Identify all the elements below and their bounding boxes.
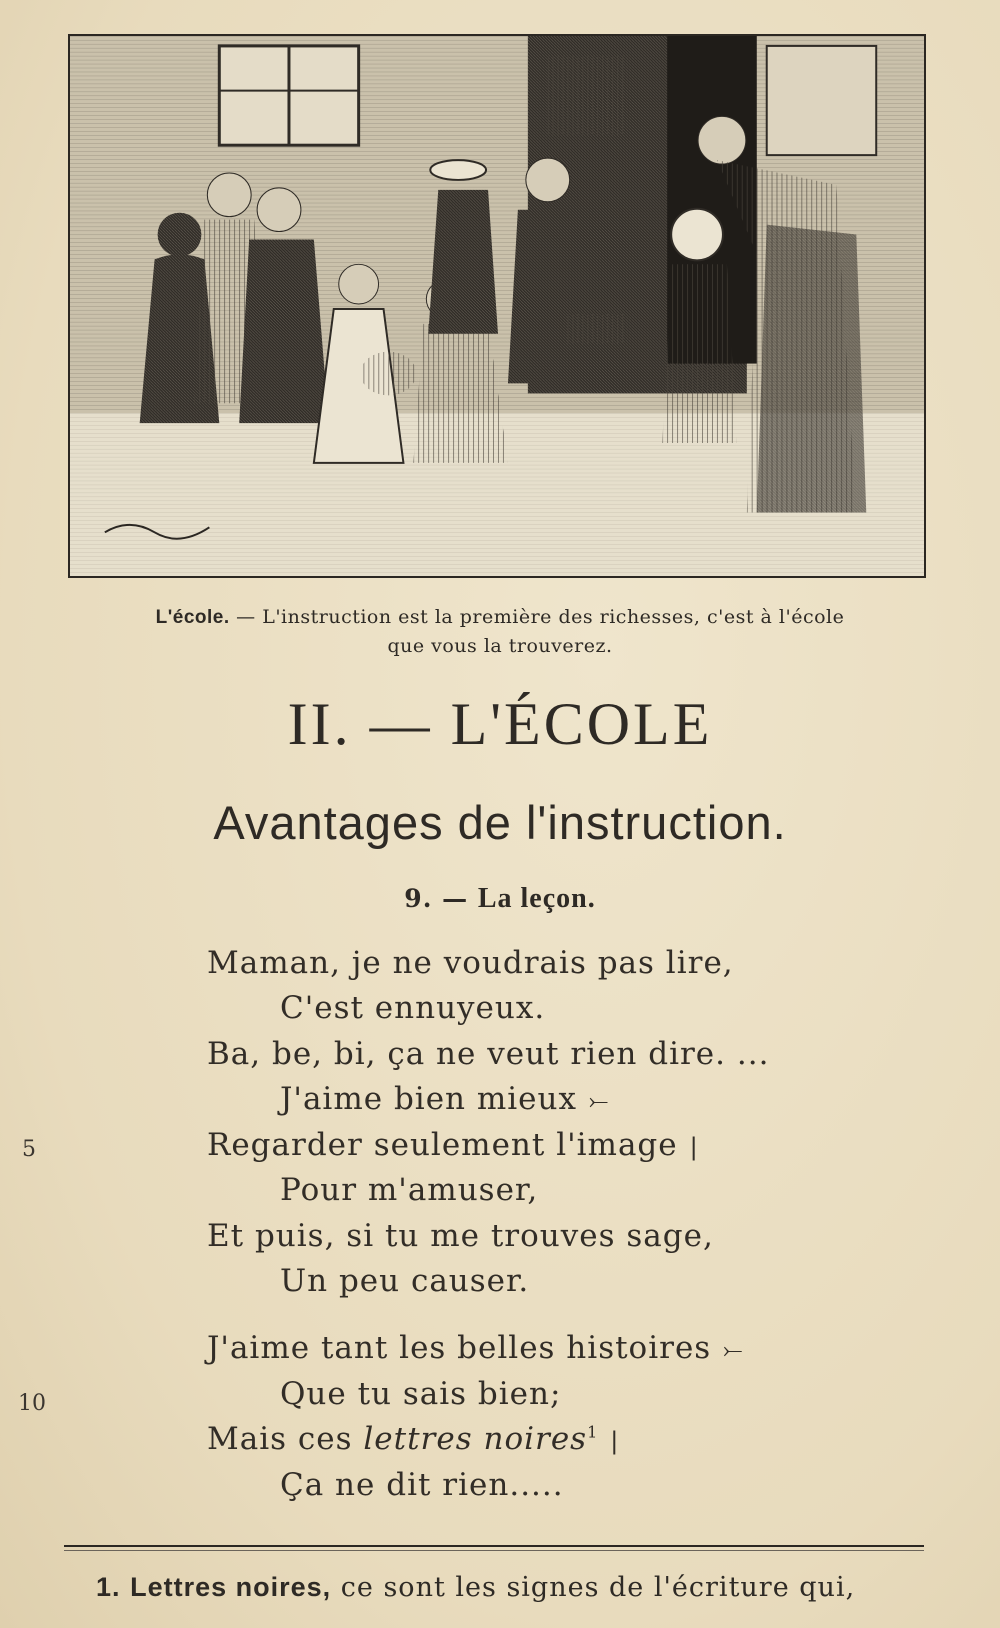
caption-lead: L'école. — [155, 607, 230, 628]
poem-line-5-text: Regarder seulement l'image — [207, 1127, 678, 1163]
footnote-divider-thin — [64, 1550, 924, 1551]
liaison-arrow-icon: ⤚ — [723, 1336, 744, 1364]
caption-line2: que vous la trouverez. — [387, 635, 613, 657]
chapter-title: II. — L'ÉCOLE — [287, 691, 713, 757]
poem-line-6: Pour m'amuser, — [280, 1172, 539, 1208]
poem-line-3: Ba, be, bi, ça ne veut rien dire. ... — [207, 1036, 770, 1072]
section-subtitle: Avantages de l'instruction. — [213, 796, 787, 849]
footnote-text: ce sont les signes de l'écriture qui, — [331, 1572, 856, 1603]
poem-line-8: Un peu causer. — [280, 1263, 530, 1299]
poem-line-2: C'est ennuyeux. — [280, 990, 546, 1026]
poem-line-1: Maman, je ne voudrais pas lire, — [207, 945, 734, 981]
lesson-number: 9. — — [404, 884, 478, 913]
line-number-5: 5 — [22, 1137, 36, 1162]
poem-line-9 — [207, 1330, 743, 1366]
pause-bar-icon: | — [689, 1133, 699, 1161]
poem-line-11-text: Mais ces — [207, 1421, 364, 1457]
poem-line-11 — [207, 1421, 619, 1457]
engraving-drawing — [70, 36, 924, 576]
poem-line-4-text: J'aime bien mieux — [280, 1081, 577, 1117]
poem-line-10: Que tu sais bien; — [280, 1376, 562, 1412]
poem-line-5 — [207, 1127, 699, 1163]
poem-italic-term: lettres noires — [363, 1421, 588, 1457]
footnote — [96, 1572, 855, 1603]
illustration-caption — [90, 603, 910, 660]
poem-line-12: Ça ne dit rien..... — [280, 1467, 564, 1503]
lesson-heading — [0, 883, 1000, 915]
caption-text: — L'instruction est la première des richesses, c'est à l'école — [229, 606, 845, 628]
liaison-arrow-icon: ⤚ — [588, 1087, 610, 1115]
footnote-divider — [64, 1545, 924, 1547]
lesson-title: La leçon. — [477, 883, 596, 914]
poem-line-7: Et puis, si tu me trouves sage, — [207, 1218, 714, 1254]
footnote-number: 1. — [96, 1572, 121, 1602]
school-engraving-illustration — [68, 34, 926, 578]
pause-bar-icon: | — [610, 1427, 620, 1455]
poem-line-4 — [280, 1081, 609, 1117]
footnote-term: Lettres noires, — [130, 1572, 332, 1602]
poem-line-9-text: J'aime tant les belles histoires — [207, 1330, 712, 1366]
footnote-ref: 1 — [587, 1422, 599, 1442]
line-number-10: 10 — [18, 1391, 46, 1416]
